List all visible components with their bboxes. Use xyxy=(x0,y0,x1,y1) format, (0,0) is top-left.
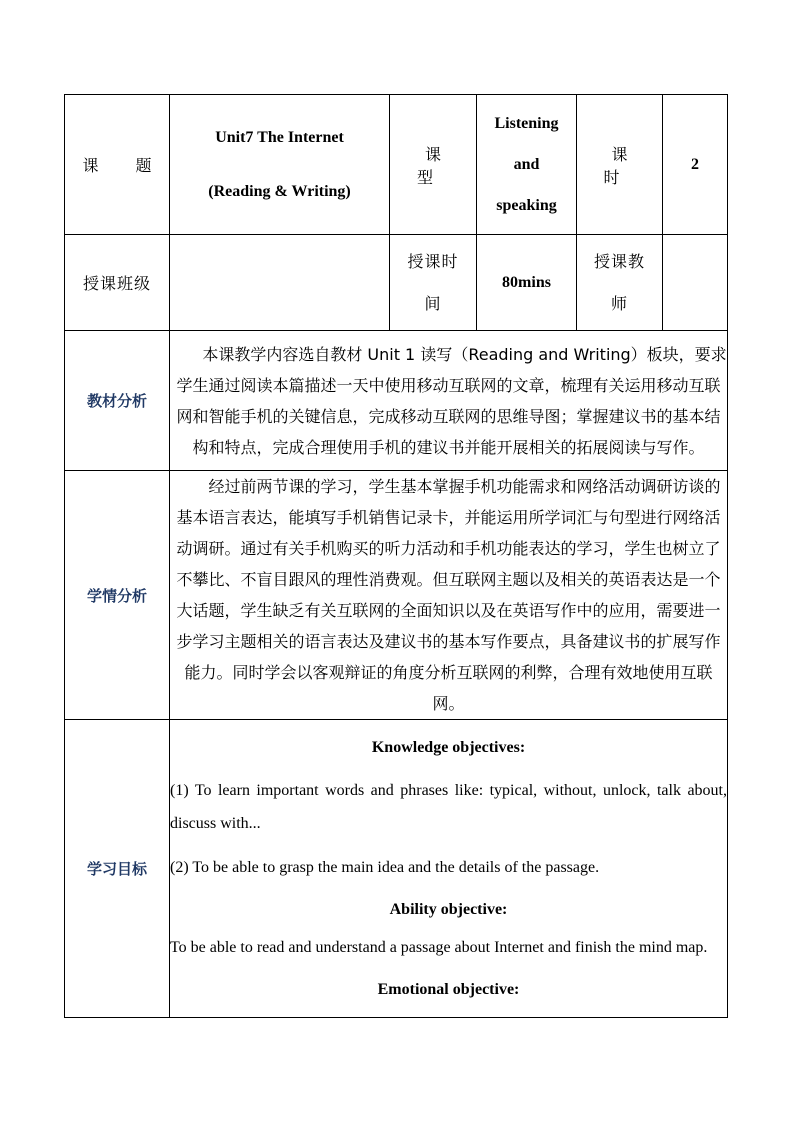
class-label-cell xyxy=(65,235,170,331)
class-row xyxy=(65,235,728,331)
type-label: 课 型 xyxy=(416,144,457,187)
material-analysis-text: 本课教学内容选自教材 Unit 1 读写（Reading and Writing）板块，要求学生通过阅读本篇描述一天中使用移动互联网的文章，梳理有关运用移动互联网和智能手机的关键信息，完成移动互联网的思维导图；掌握建议书的基本结构和特点，完成合理使用手机的建议书并能开展相关的拓展阅读与写作。 xyxy=(170,331,728,471)
period-value-cell xyxy=(663,95,728,235)
student-analysis-label: 学情分析 xyxy=(86,586,147,605)
emotional-objective-heading: Emotional objective: xyxy=(377,980,520,998)
topic-title: Unit7 The Internet xyxy=(215,128,344,146)
period-value: 2 xyxy=(691,155,699,173)
topic-subtitle: (Reading & Writing) xyxy=(208,182,351,200)
material-analysis-label-cell xyxy=(65,331,170,471)
header-row xyxy=(65,95,728,235)
student-analysis-label-cell xyxy=(65,471,170,720)
teacher-value-cell xyxy=(663,235,728,331)
knowledge-objective-2: (2) To be able to grasp the main idea and the details of the passage. xyxy=(170,858,600,876)
class-label: 授课班级 xyxy=(82,274,151,293)
ability-objective-1: To be able to read and understand a passage about Internet and finish the mind map. xyxy=(170,938,708,956)
student-analysis-text: 经过前两节课的学习，学生基本掌握手机功能需求和网络活动调研访谈的基本语言表达，能填写手机销售记录卡，并能运用所学词汇与句型进行网络活动调研。通过有关手机购买的听力活动和手机功能表达的学习，学生也树立了不攀比、不盲目跟风的理性消费观。但互联网主题以及相关的英语表达是一个大话题，学生缺乏有关互联网的全面知识以及在英语写作中的应用，需要进一步学习主题相关的语言表达及建议书的基本写作要点，具备建议书的扩展写作能力。同时学会以客观辩证的角度分析互联网的利弊，合理有效地使用互联网。 xyxy=(170,471,728,720)
ability-objective-heading: Ability objective: xyxy=(389,900,508,918)
time-label-line2: 间 xyxy=(424,293,442,313)
topic-label: 课 题 xyxy=(82,156,168,175)
material-analysis-row xyxy=(65,331,728,471)
time-value: 80mins xyxy=(502,273,551,291)
time-label-line1: 授课时 xyxy=(407,251,459,271)
knowledge-objective-1: (1) To learn important words and phrases like: typical, without, unlock, talk about, discuss with... xyxy=(170,781,727,832)
objectives-label-cell xyxy=(65,720,170,1018)
time-label-cell xyxy=(390,235,477,331)
period-label-cell xyxy=(577,95,663,235)
teacher-label-line1: 授课教 xyxy=(593,251,645,271)
objectives-label: 学习目标 xyxy=(86,860,147,878)
student-analysis-row xyxy=(65,471,728,720)
objectives-row xyxy=(65,720,728,1018)
objectives-content xyxy=(170,720,728,1018)
topic-value-cell xyxy=(170,95,390,235)
teacher-label-cell xyxy=(577,235,663,331)
type-value-cell xyxy=(477,95,577,235)
time-value-cell xyxy=(477,235,577,331)
teacher-label-line2: 师 xyxy=(610,293,628,313)
type-label-cell xyxy=(390,95,477,235)
lesson-plan-table xyxy=(64,94,728,1018)
class-value-cell xyxy=(170,235,390,331)
type-value-line3: speaking xyxy=(496,197,557,214)
topic-label-cell xyxy=(65,95,170,235)
type-value-line1: Listening xyxy=(494,115,559,132)
knowledge-objectives-heading: Knowledge objectives: xyxy=(371,738,526,756)
type-value-line2: and xyxy=(513,156,540,173)
period-label: 课 时 xyxy=(603,144,644,187)
material-analysis-label: 教材分析 xyxy=(86,392,147,410)
